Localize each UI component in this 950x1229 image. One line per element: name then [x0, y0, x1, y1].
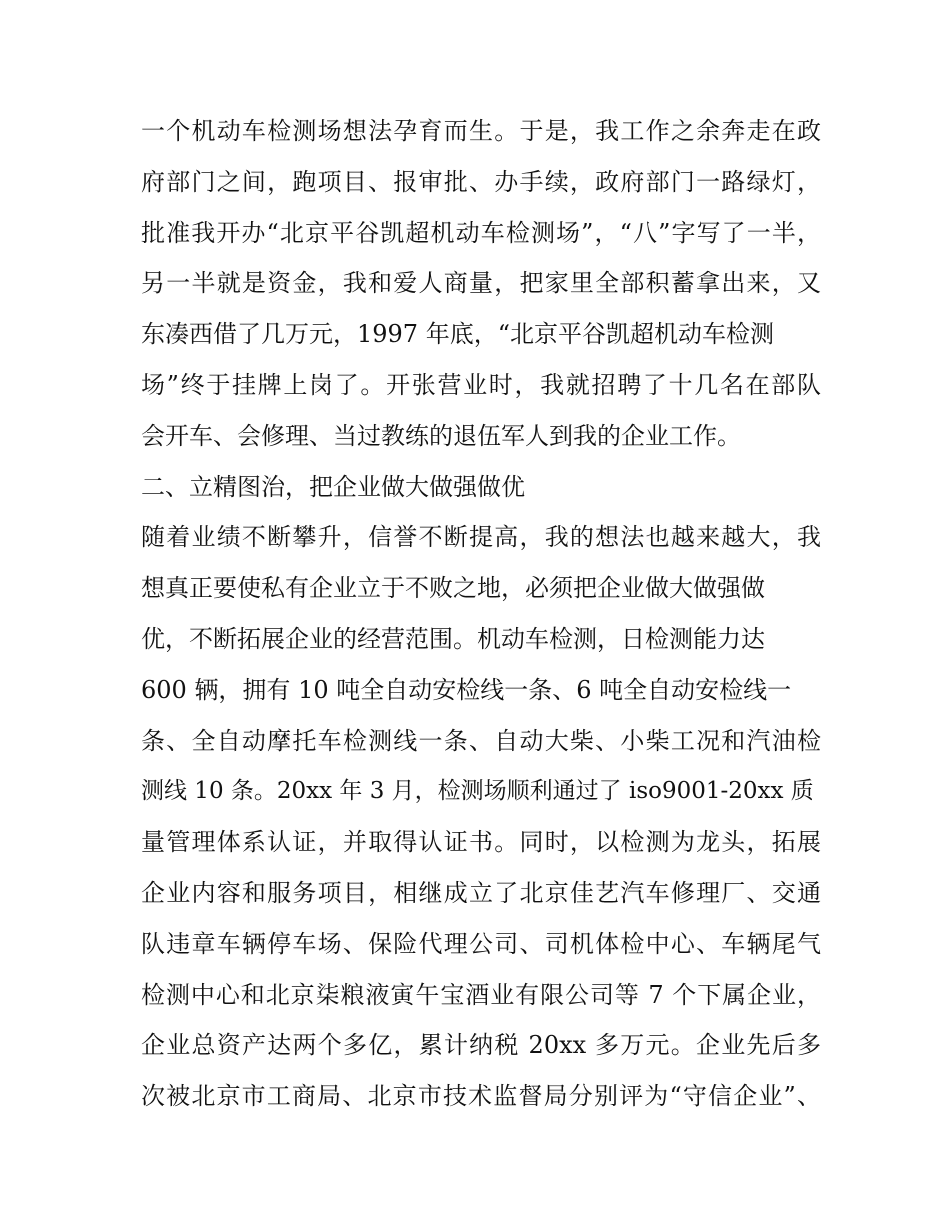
- text-line-5: 东凑西借了几万元，1997 年底，“北京平谷凯超机动车检测: [141, 320, 774, 349]
- text-line-6: 场”终于挂牌上岗了。开张营业时，我就招聘了十几名在部队: [141, 370, 821, 399]
- text-line-14: 测线 10 条。20xx 年 3 月，检测场顺利通过了 iso9001-20xx 质: [141, 778, 814, 805]
- text-line-17: 队违章车辆停车场、保险代理公司、司机体检中心、车辆尾气: [141, 929, 821, 958]
- text-line-12: 600 辆，拥有 10 吨全自动安检线一条、6 吨全自动安检线一: [141, 675, 792, 704]
- text-line-7: 会开车、会修理、当过教练的退伍军人到我的企业工作。: [141, 421, 741, 450]
- text-line-4: 另一半就是资金，我和爱人商量，把家里全部积蓄拿出来，又: [141, 269, 821, 298]
- text-line-15: 量管理体系认证，并取得认证书。同时，以检测为龙头，拓展: [141, 828, 821, 857]
- text-line-2: 府部门之间，跑项目、报审批、办手续，政府部门一路绿灯，: [141, 167, 821, 196]
- text-line-13: 条、全自动摩托车检测线一条、自动大柴、小柴工况和汽油检: [141, 726, 821, 755]
- text-line-20: 次被北京市工商局、北京市技术监督局分别评为“守信企业”、: [141, 1082, 821, 1111]
- text-line-11: 优，不断拓展企业的经营范围。机动车检测，日检测能力达: [141, 624, 765, 653]
- text-line-3: 批准我开办“北京平谷凯超机动车检测场”，“八”字写了一半，: [141, 218, 821, 247]
- section-heading: 二、立精图治，把企业做大做强做优: [141, 472, 525, 501]
- text-line-10: 想真正要使私有企业立于不败之地，必须把企业做大做强做: [141, 574, 765, 603]
- text-line-19: 企业总资产达两个多亿，累计纳税 20xx 多万元。企业先后多: [141, 1031, 821, 1060]
- text-line-9: 随着业绩不断攀升，信誉不断提高，我的想法也越来越大，我: [141, 523, 821, 552]
- text-line-1: 一个机动车检测场想法孕育而生。于是，我工作之余奔走在政: [141, 117, 821, 145]
- text-line-18: 检测中心和北京柒粮液寅午宝酒业有限公司等 7 个下属企业，: [141, 980, 821, 1009]
- text-line-16: 企业内容和服务项目，相继成立了北京佳艺汽车修理厂、交通: [141, 878, 821, 907]
- body-text: [141, 106, 821, 1122]
